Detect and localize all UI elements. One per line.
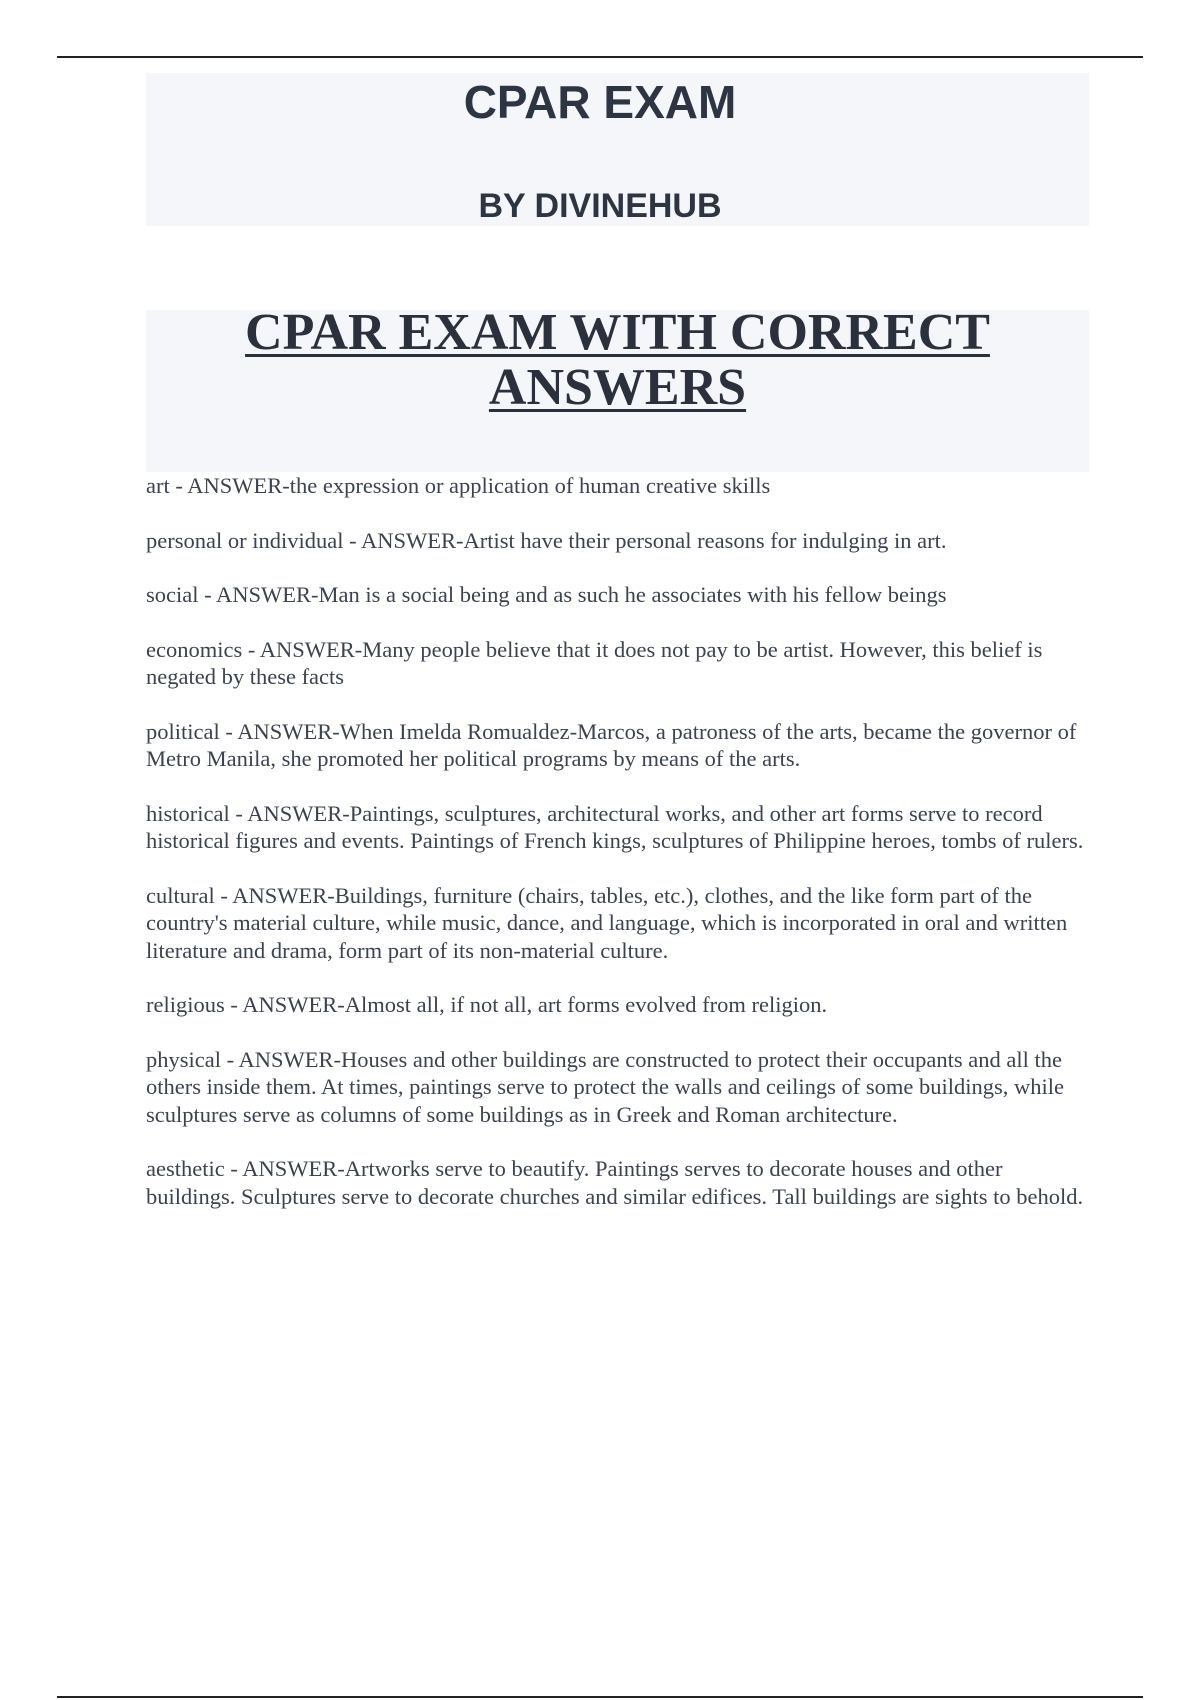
qa-list: [146, 472, 1086, 1237]
qa-item: social - ANSWER-Man is a social being and as such he associates with his fellow beings: [146, 582, 947, 607]
header-subtitle: BY DIVINEHUB: [478, 187, 722, 225]
document-title: CPAR EXAM WITH CORRECT ANSWERS: [245, 304, 990, 416]
qa-item: aesthetic - ANSWER-Artworks serve to beautify. Paintings serves to decorate houses and other buildings. Sculptures serve to decorate churches and similar edifices. Tall buildings are sights to behold.: [146, 1156, 1084, 1209]
qa-item: physical - ANSWER-Houses and other buildings are constructed to protect their occupants and all the others inside them. At times, paintings serve to protect the walls and ceilings of some buildings, while sculptures serve as columns of some buildings as in Greek and Roman architecture.: [146, 1046, 1064, 1127]
qa-item: religious - ANSWER-Almost all, if not all, art forms evolved from religion.: [146, 992, 828, 1017]
qa-item: cultural - ANSWER-Buildings, furniture (chairs, tables, etc.), clothes, and the like form part of the country's material culture, while music, dance, and language, which is incorporated in oral and written literature and drama, form part of its non-material culture.: [146, 882, 1068, 963]
bottom-rule: [57, 1696, 1143, 1698]
top-rule: [57, 56, 1143, 58]
qa-item: economics - ANSWER-Many people believe that it does not pay to be artist. However, this belief is negated by these facts: [146, 636, 1043, 689]
qa-item: political - ANSWER-When Imelda Romualdez-Marcos, a patroness of the arts, became the governor of Metro Manila, she promoted her political programs by means of the arts.: [146, 718, 1077, 771]
header-title: CPAR EXAM: [463, 76, 737, 128]
qa-item: historical - ANSWER-Paintings, sculptures, architectural works, and other art forms serve to record historical figures and events. Paintings of French kings, sculptures of Philippine heroes, tombs of rulers.: [146, 800, 1084, 853]
qa-item: art - ANSWER-the expression or application of human creative skills: [146, 473, 771, 498]
qa-item: personal or individual - ANSWER-Artist have their personal reasons for indulging in art.: [146, 527, 947, 553]
